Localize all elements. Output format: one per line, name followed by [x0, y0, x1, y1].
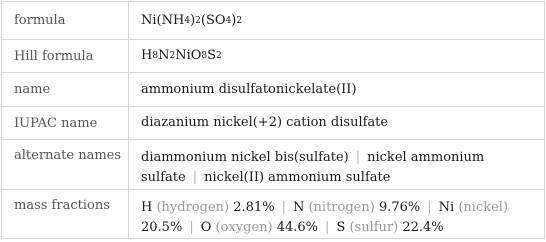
properties-table [1, 1, 545, 239]
formula-value: Ni(NH 4 ) 2 (SO 4 ) 2 [129, 2, 544, 39]
alternate-name: nickel ammonium sulfate [141, 150, 485, 185]
table-row-alternate-names [2, 139, 544, 189]
table-row-formula [2, 2, 544, 39]
row-label-iupac-name: IUPAC name [2, 107, 129, 139]
alternate-name: diammonium nickel bis(sulfate) [141, 150, 349, 165]
alternate-names-value [129, 140, 544, 189]
name-value: ammonium disulfatonickelate(II) [141, 81, 357, 97]
element-symbol: O [200, 220, 212, 235]
element-name: (oxygen) [215, 220, 273, 235]
separator: | [192, 170, 198, 185]
mass-fraction-item [293, 200, 420, 215]
mass-fraction-item [201, 220, 318, 235]
element-name: (hydrogen) [156, 200, 230, 215]
table-row-mass-fractions [2, 189, 544, 239]
row-label-alternate-names: alternate names [2, 140, 129, 189]
separator: | [355, 150, 361, 165]
element-percent: 9.76% [378, 200, 421, 215]
formula-part: ) [190, 12, 196, 28]
mass-fractions-value [129, 190, 544, 239]
element-name: (nitrogen) [308, 200, 375, 215]
formula-part: ) [231, 12, 237, 28]
element-percent: 44.6% [276, 220, 319, 235]
element-percent: 20.5% [141, 220, 183, 235]
alternate-name: nickel(II) ammonium sulfate [204, 170, 391, 185]
row-label-mass-fractions: mass fractions [2, 190, 129, 239]
table-row-name [2, 72, 544, 106]
hill-formula-part: NiO [175, 48, 202, 63]
formula-part: Ni(NH [141, 12, 185, 28]
element-percent: 22.4% [402, 220, 444, 235]
separator: | [189, 220, 194, 235]
element-symbol: N [292, 200, 305, 215]
row-label-hill-formula: Hill formula [2, 40, 129, 72]
element-symbol: Ni [438, 200, 455, 215]
table-row-hill-formula [2, 39, 544, 72]
table-row-iupac-name [2, 106, 544, 139]
element-symbol: S [336, 220, 346, 235]
mass-fraction-item [141, 200, 275, 215]
element-name: (nickel) [458, 200, 509, 215]
formula-part: (SO [200, 12, 226, 28]
hill-formula-value: H 8 N 2 NiO 8 S 2 [129, 40, 544, 72]
element-percent: 2.81% [233, 200, 275, 215]
row-label-name: name [2, 73, 129, 106]
separator: | [281, 200, 286, 215]
element-symbol: H [141, 200, 153, 215]
hill-formula-part: H [141, 48, 153, 63]
hill-formula-part: S [207, 48, 217, 63]
separator: | [325, 220, 330, 235]
row-label-formula: formula [2, 2, 129, 39]
mass-fraction-item [336, 220, 443, 235]
iupac-name-value: diazanium nickel(+2) cation disulfate [141, 115, 389, 130]
element-name: (sulfur) [349, 220, 399, 235]
separator: | [427, 200, 432, 215]
hill-formula-part: N [158, 48, 170, 63]
